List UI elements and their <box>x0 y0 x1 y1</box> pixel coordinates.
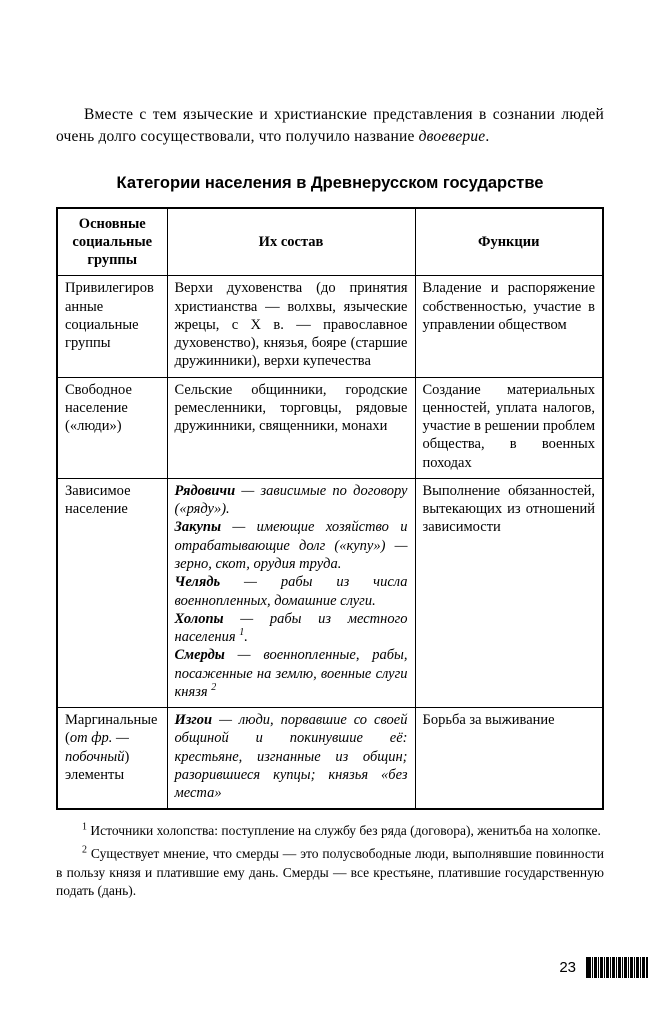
term-label: Челядь <box>174 574 221 591</box>
intro-term-italic: двоеверие <box>418 127 486 145</box>
footnote-ref: 2 <box>211 682 217 694</box>
term-desc: — люди, порвавшие со своей общиной и покинувшие её: крестьяне, изгнанные из общин; разорившиеся купцы; князья «без места» <box>174 712 408 802</box>
cell-group: Привилегированные социальные группы <box>57 276 167 377</box>
page-title: Категории населения в Древнерусском государстве <box>116 173 544 192</box>
cell-composition <box>167 708 415 810</box>
header-cell-groups: Основные социальные группы <box>57 208 167 276</box>
term-label: Закупы <box>174 519 222 536</box>
table-row <box>57 708 603 810</box>
cell-group: Свободное население («люди») <box>57 377 167 478</box>
term-desc: — рабы из местного населения <box>174 610 408 646</box>
footnote-marker: 2 <box>82 844 87 856</box>
cell-functions: Борьба за выживание <box>415 708 603 810</box>
header-cell-composition: Их состав <box>167 208 415 276</box>
cell-group: Зависимое население <box>57 478 167 707</box>
cell-functions: Владение и распоряжение собственностью, участие в управлении обществом <box>415 276 603 377</box>
term-desc: — зависимые по договору («ряду»). <box>174 482 408 518</box>
footnote-text: Существует мнение, что смерды — это полусвободные люди, выполнявшие повинности в пользу князя и платившие ему дань. Смерды — все крестьяне, платившие государственную подать (дань). <box>56 846 604 899</box>
footnote-ref: 1 <box>239 627 245 639</box>
term-after: . <box>244 629 248 646</box>
group-text-italic: от фр. — побочный <box>65 730 129 765</box>
population-table <box>56 207 604 811</box>
term-desc: — военнопленные, рабы, посаженные на землю, военные слуги князя <box>174 647 408 700</box>
intro-text-after: . <box>485 127 490 145</box>
footnotes-section <box>56 822 604 901</box>
term-desc: — имеющие хозяйство и отрабатывающие долг («купу») — зерно, скот, орудия труда. <box>174 519 408 573</box>
intro-text-before: Вместе с тем языческие и христианские представления в сознании людей очень долго сосуществовали, что получило название <box>56 105 604 145</box>
cell-composition <box>167 478 415 707</box>
term-label: Изгои <box>174 712 213 729</box>
table-row <box>57 276 603 377</box>
table-row <box>57 478 603 707</box>
intro-paragraph <box>56 104 604 148</box>
footnote <box>56 845 604 901</box>
term-desc: — рабы из числа военнопленных, домашние слуги. <box>174 574 408 609</box>
term-item <box>175 518 408 573</box>
barcode-decoration <box>586 957 648 978</box>
table-header-row <box>57 208 603 276</box>
term-item <box>175 482 408 519</box>
page-number: 23 <box>559 959 576 976</box>
cell-group <box>57 708 167 810</box>
cell-functions: Создание материальных ценностей, уплата налогов, участие в решении проблем общества, в военных походах <box>415 377 603 478</box>
term-label: Холопы <box>174 610 224 627</box>
term-item <box>175 573 408 610</box>
footnote <box>56 822 604 841</box>
term-item <box>175 646 408 701</box>
cell-functions: Выполнение обязанностей, вытекающих из отношений зависимости <box>415 478 603 707</box>
term-label: Смерды <box>174 647 225 664</box>
table-row <box>57 377 603 478</box>
group-text: Маргинальные ( <box>65 712 158 747</box>
cell-composition: Сельские общинники, городские ремесленники, торговцы, рядовые дружинники, священники, монахи <box>167 377 415 478</box>
cell-composition: Верхи духовенства (до принятия христианства — волхвы, языческие жрецы, с X в. — православное духовенство), князья, бояре (старшие дружинники), верхи купечества <box>167 276 415 377</box>
term-item <box>175 610 408 647</box>
footnote-text: Источники холопства: поступление на службу без ряда (договора), женитьба на холопке. <box>90 823 601 839</box>
term-label: Рядовичи <box>174 482 236 499</box>
group-text: ) элементы <box>65 748 130 783</box>
term-item <box>175 711 408 802</box>
footnote-marker: 1 <box>82 821 87 833</box>
header-cell-functions: Функции <box>415 208 603 276</box>
page-footer <box>559 957 648 978</box>
